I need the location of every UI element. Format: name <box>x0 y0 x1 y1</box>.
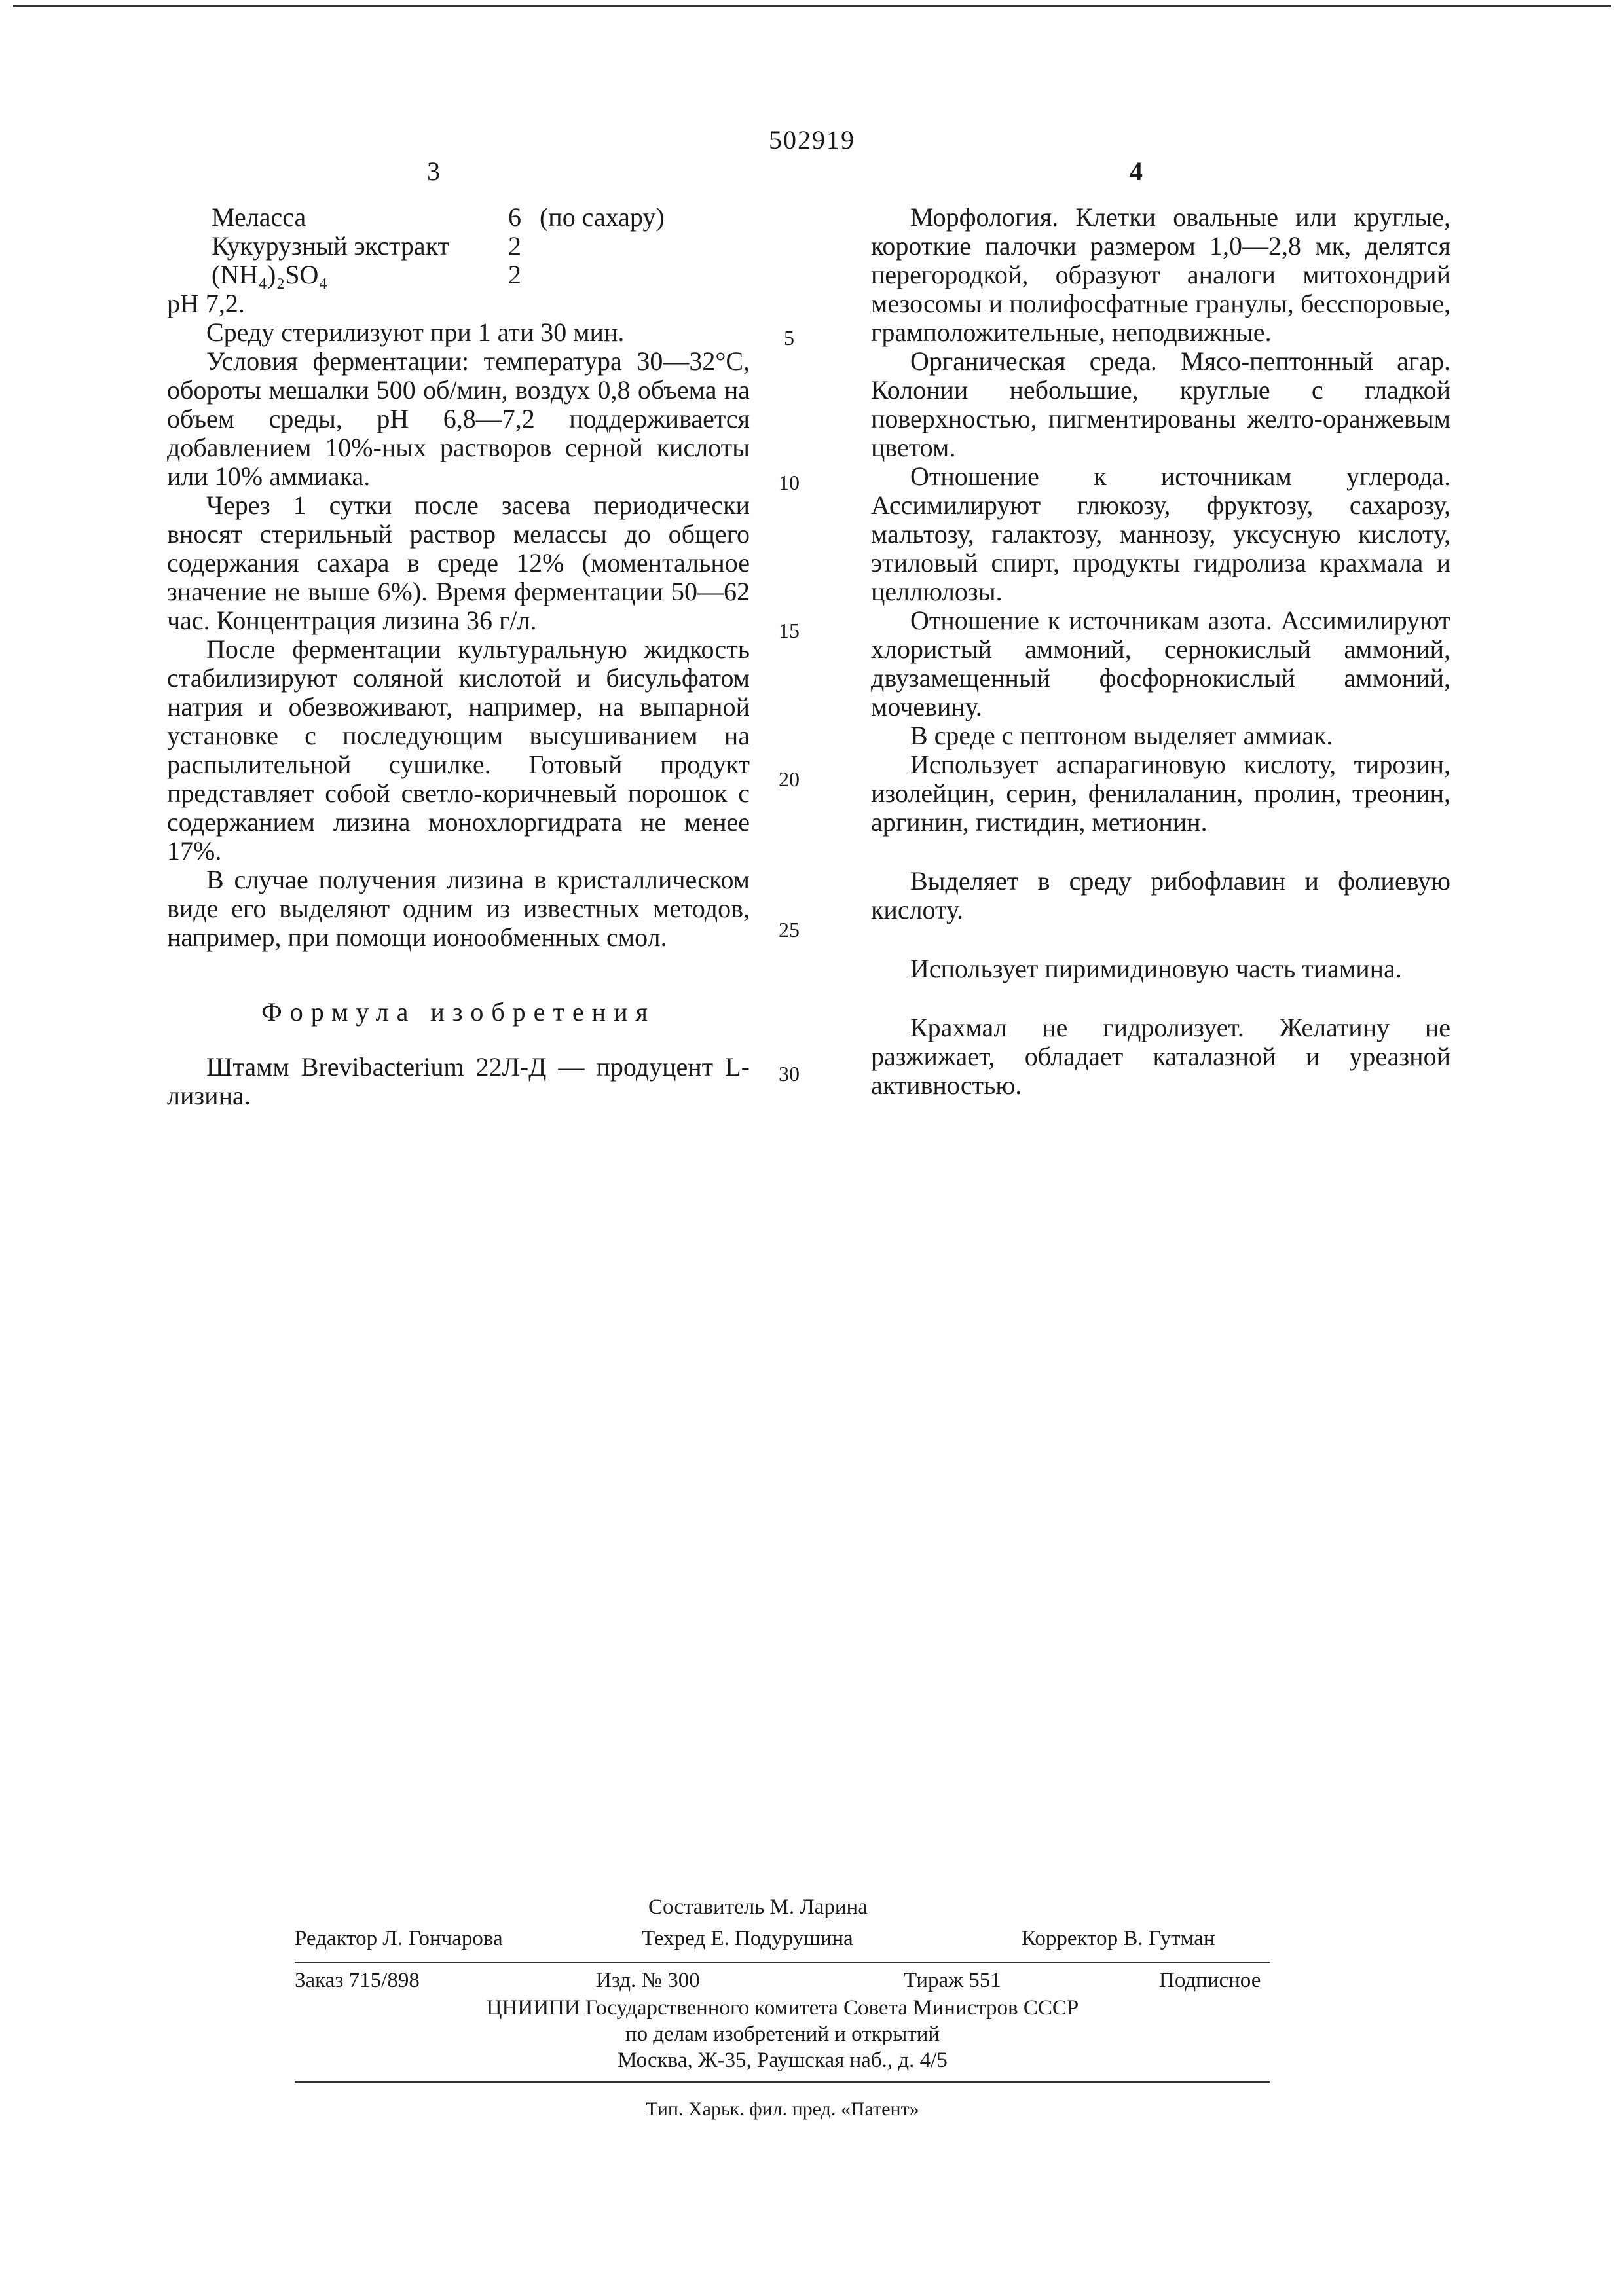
composition-name: Кукурузный экстракт <box>212 231 449 261</box>
top-rule <box>13 5 1611 7</box>
paragraph-post-fermentation: После ферментации культуральную жидкость стабилизируют соляной кислотой и бисульфатом натрия и обезвоживают, например, на выпарной установке с последующим высушиванием на распылительной сушилке. Готовый продукт представляет собой светло-коричневый порошок с содержанием лизина монохлоргидрата не менее 17%. <box>167 634 750 866</box>
paragraph-ammonia: В среде с пептоном выделяет аммиак. <box>910 721 1333 750</box>
imprint-separator <box>295 2081 1270 2083</box>
right-column <box>871 203 1450 1100</box>
paragraph-thiamine: Использует пиримидиновую часть тиамина. <box>910 954 1402 983</box>
imprint-compiler: Составитель М. Ларина <box>648 1895 868 1919</box>
composition-name: Меласса <box>212 202 306 232</box>
page-number-left: 3 <box>427 156 440 186</box>
composition-amount: 2 <box>507 260 521 289</box>
imprint-org-line-1: ЦНИИПИ Государственного комитета Совета Министров СССР <box>486 1996 1079 2020</box>
paragraph-organic-medium: Органическая среда. Мясо-пептонный агар. Колонии небольшие, круглые с гладкой поверхностью, пигментированы желто-оранжевым цветом. <box>871 346 1450 462</box>
paragraph-nitrogen-sources: Отношение к источникам азота. Ассимилируют хлористый аммоний, сернокислый аммоний, двузамещенный фосфорнокислый аммоний, мочевину. <box>871 606 1450 721</box>
paragraph-starch-gelatin: Крахмал не гидролизует. Желатину не разжижает, обладает каталазной и уреазной активностью. <box>871 1013 1450 1100</box>
imprint-separator <box>295 1962 1270 1963</box>
composition-note: (по сахару) <box>539 202 665 232</box>
line-number: 10 <box>779 471 800 494</box>
imprint-issue: Изд. № 300 <box>596 1969 700 1992</box>
ph-value: pH 7,2. <box>167 289 245 318</box>
composition-row <box>212 232 665 261</box>
line-number: 20 <box>779 767 800 791</box>
imprint-compiler-row <box>295 1895 1270 1927</box>
imprint-subscription: Подписное <box>1159 1969 1261 1992</box>
composition-amount: 2 <box>507 231 521 261</box>
paragraph-riboflavin: Выделяет в среду рибофлавин и фолиевую кислоту. <box>871 866 1450 924</box>
paragraph-molasses-feeding: Через 1 сутки после засева периодически вносят стерильный раствор мелассы до общего содержания сахара в среде 12% (моментальное значение не выше 6%). Время ферментации 50—62 час. Концентрация лизина 36 г/л. <box>167 490 750 635</box>
composition-note <box>521 232 665 261</box>
imprint-tech-editor: Техред Е. Подурушина <box>642 1927 853 1950</box>
composition-name: (NH₄)₂SO₄ <box>212 260 328 289</box>
patent-number: 502919 <box>769 125 855 155</box>
imprint-order: Заказ 715/898 <box>295 1969 420 1992</box>
composition-row <box>212 261 665 289</box>
imprint-staff-row <box>295 1927 1270 1958</box>
imprint-circulation: Тираж 551 <box>904 1969 1001 1992</box>
imprint-block <box>295 1895 1270 2121</box>
line-number: 15 <box>779 619 800 642</box>
page-number-right: 4 <box>1130 156 1143 186</box>
paragraph-morphology: Морфология. Клетки овальные или круглые, короткие палочки размером 1,0—2,8 мк, делятся перегородкой, образуют аналоги митохондрий мезосомы и полифосфатные гранулы, бесспоровые, грамположительные, неподвижные. <box>871 202 1450 347</box>
line-number: 5 <box>784 326 794 350</box>
imprint-org-line-2: по делам изобретений и открытий <box>625 2022 940 2046</box>
imprint-corrector: Корректор В. Гутман <box>1022 1927 1215 1950</box>
composition-table <box>212 203 665 289</box>
line-number: 25 <box>779 918 800 941</box>
line-number: 30 <box>779 1062 800 1085</box>
paragraph-fermentation-conditions: Условия ферментации: температура 30—32°С, обороты мешалки 500 об/мин, воздух 0,8 объема на объем среды, pH 6,8—7,2 поддерживается добавлением 10%-ных растворов серной кислоты или 10% аммиака. <box>167 346 750 491</box>
paragraph-sterilization: Среду стерилизуют при 1 ати 30 мин. <box>206 318 625 347</box>
composition-amount: 6 <box>507 202 521 232</box>
imprint-editor: Редактор Л. Гончарова <box>295 1927 503 1950</box>
composition-note <box>521 261 665 289</box>
imprint-order-row <box>295 1969 1270 1995</box>
composition-row <box>212 203 665 232</box>
paragraph-amino-acids: Использует аспарагиновую кислоту, тирозин, изолейцин, серин, фенилаланин, пролин, треонин, аргинин, гистидин, метионин. <box>871 750 1450 837</box>
claim-text: Штамм Brevibacterium 22Л-Д — продуцент L-лизина. <box>167 1052 750 1110</box>
left-column <box>167 203 750 1110</box>
paragraph-carbon-sources: Отношение к источникам углерода. Ассимилируют глюкозу, фруктозу, сахарозу, мальтозу, галактозу, маннозу, уксусную кислоту, этиловый спирт, продукты гидролиза крахмала и целлюлозы. <box>871 462 1450 606</box>
imprint-printer: Тип. Харьк. фил. пред. «Патент» <box>646 2098 919 2120</box>
imprint-org-line-3: Москва, Ж-35, Раушская наб., д. 4/5 <box>618 2049 948 2072</box>
paragraph-crystalline: В случае получения лизина в кристаллическом виде его выделяют одним из известных методов, например, при помощи ионообменных смол. <box>167 865 750 952</box>
claims-heading: Формула изобретения <box>261 997 655 1027</box>
